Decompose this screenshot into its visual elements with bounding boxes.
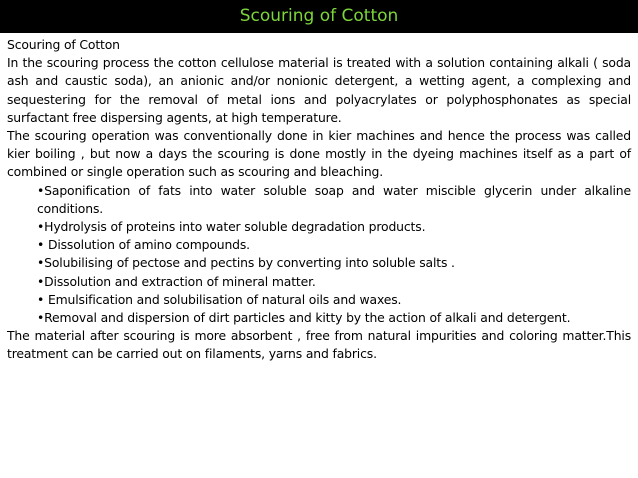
bullet-item-pectins: •Solubilising of pectose and pectins by converting into soluble salts . [37, 255, 455, 271]
bullet-list [7, 182, 631, 328]
bullet-item-saponification: •Saponification of fats into water soluble soap and water miscible glycerin under alkaline conditions. [37, 182, 631, 216]
bullet-item-hydrolysis: •Hydrolysis of proteins into water soluble degradation products. [37, 219, 426, 235]
history-paragraph: The scouring operation was conventionally done in kier machines and hence the process was called kier boiling , but now a days the scouring is done mostly in the dyeing machines itself as a part of combined or single operation such as scouring and bleaching. [7, 128, 631, 180]
intro-paragraph: In the scouring process the cotton cellulose material is treated with a solution containing alkali ( soda ash and caustic soda), an anionic and/or nonionic detergent, a wetting agent, a complexing and sequestering for the removal of metal ions and polyacrylates or polyphosphonates as special surfactant free dispersing agents, at high temperature. [7, 55, 631, 125]
bullet-item-dirt-removal: •Removal and dispersion of dirt particles and kitty by the action of alkali and detergent. [37, 310, 571, 326]
bullet-item-amino-compounds: • Dissolution of amino compounds. [37, 237, 250, 253]
conclusion-paragraph: The material after scouring is more absorbent , free from natural impurities and coloring matter.This treatment can be carried out on filaments, yarns and fabrics. [7, 328, 631, 362]
slide-title: Scouring of Cotton [239, 6, 399, 26]
title-bar [0, 0, 638, 33]
bullet-item-oils-waxes: • Emulsification and solubilisation of natural oils and waxes. [37, 291, 402, 307]
body-heading: Scouring of Cotton [7, 37, 120, 52]
slide-body [7, 36, 631, 364]
bullet-item-mineral-matter: •Dissolution and extraction of mineral matter. [37, 273, 316, 289]
